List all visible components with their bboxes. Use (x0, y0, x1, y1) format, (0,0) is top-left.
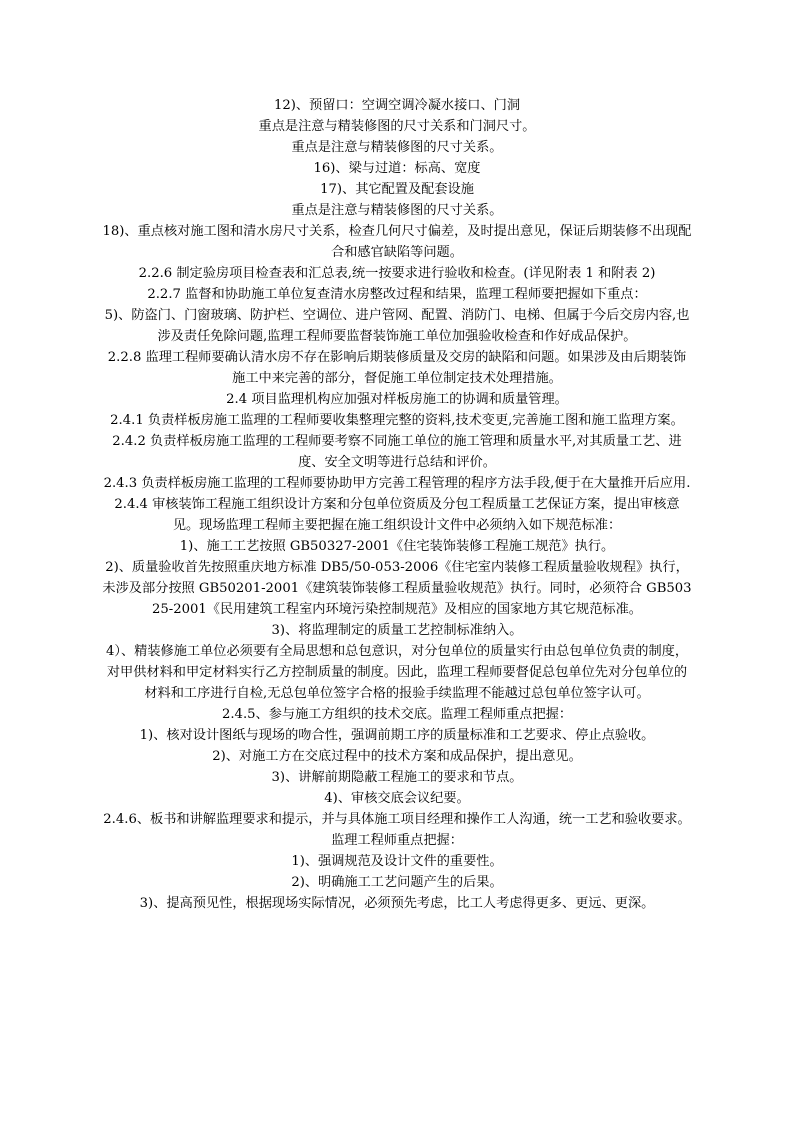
paragraph-briefing-3: 3)、讲解前期隐蔽工程施工的要求和节点。 (271, 770, 523, 785)
paragraph-2-4-5: 2.4.5、参与施工方组织的技术交底。监理工程师重点把握： (221, 707, 573, 722)
paragraph-2-4-4: 2.4.4 审核装饰工程施工组织设计方案和分包单位资质及分包工程质量工艺保证方案，提出审核意见。现场监理工程师主要把握在施工组织设计文件中必须纳入如下规范标准： (114, 497, 680, 533)
paragraph-2-4-3: 2.4.3 负责样板房施工监理的工程师要协助甲方完善工程管理的程序方法手段,便于在大量推开后应用. (103, 476, 691, 491)
paragraph-note-door-opening: 重点是注意与精装修图的尺寸关系和门洞尺寸。 (258, 119, 536, 134)
document-body (102, 95, 692, 914)
paragraph-key-point-1: 1)、强调规范及设计文件的重要性。 (291, 854, 503, 869)
paragraph-briefing-1: 1)、核对设计图纸与现场的吻合性，强调前期工序的质量标准和工艺要求、停止点验收。 (139, 728, 655, 743)
paragraph-12-reserved-openings: 12)、预留口：空调空调冷凝水接口、门洞 (273, 98, 521, 113)
paragraph-standard-3: 3)、将监理制定的质量工艺控制标准纳入。 (271, 623, 523, 638)
paragraph-2-2-8: 2.2.8 监理工程师要确认清水房不存在影响后期装修质量及交房的缺陷和问题。如果涉及由后期装饰施工中来完善的部分，督促施工单位制定技术处理措施。 (107, 350, 687, 386)
paragraph-briefing-4: 4)、审核交底会议纪要。 (324, 791, 470, 806)
paragraph-briefing-2: 2)、对施工方在交底过程中的技术方案和成品保护，提出意见。 (212, 749, 582, 764)
paragraph-standard-4: 4）、精装修施工单位必须要有全局思想和总包意识，对分包单位的质量实行由总包单位负责的制度，对甲供材料和甲定材料实行乙方控制质量的制度。因此，监理工程师要督促总包单位先对分包单位的材料和工序进行自检,无总包单位签字合格的报验手续监理不能越过总包单位签字认可。 (105, 644, 689, 701)
paragraph-16-beams-corridors: 16)、梁与过道：标高、宽度 (313, 161, 481, 176)
paragraph-key-point-3: 3)、提高预见性，根据现场实际情况，必须预先考虑，比工人考虑得更多、更远、更深。 (139, 896, 655, 911)
paragraph-standard-1: 1)、施工工艺按照 GB50327-2001《住宅装饰装修工程施工规范》执行。 (179, 539, 615, 554)
paragraph-note-dimensions-1: 重点是注意与精装修图的尺寸关系。 (291, 140, 503, 155)
paragraph-2-4: 2.4 项目监理机构应加强对样板房施工的协调和质量管理。 (226, 392, 568, 407)
paragraph-2-4-6: 2.4.6、板书和讲解监理要求和提示，并与具体施工项目经理和操作工人沟通，统一工艺和验收要求。监理工程师重点把握： (103, 812, 691, 848)
paragraph-2-2-6: 2.2.6 制定验房项目检查表和汇总表,统一按要求进行验收和检查。(详见附表 1 和附表 2) (138, 266, 656, 281)
paragraph-5-security-doors: 5)、防盗门、门窗玻璃、防护栏、空调位、进户管网、配置、消防门、电梯、但属于今后交房内容,也涉及责任免除问题,监理工程师要监督装饰施工单位加强验收检查和作好成品保护。 (104, 308, 690, 344)
paragraph-2-2-7: 2.2.7 监督和协助施工单位复查清水房整改过程和结果，监理工程师要把握如下重点： (147, 287, 647, 302)
paragraph-key-point-2: 2)、明确施工工艺问题产生的后果。 (291, 875, 503, 890)
paragraph-17-other-facilities: 17)、其它配置及配套设施 (320, 182, 474, 197)
paragraph-18-check-drawings: 18)、重点核对施工图和清水房尺寸关系，检查几何尺寸偏差，及时提出意见，保证后期装修不出现配合和感官缺陷等问题。 (102, 224, 692, 260)
paragraph-standard-2: 2)、质量验收首先按照重庆地方标准 DB5/50-053-2006《住宅室内装修工程质量验收规程》执行，未涉及部分按照 GB50201-2001《建筑装饰装修工程质量验收规范》执行。同时，必须符合 GB50325-2001《民用建筑工程室内环境污染控制规范》及相应的国家地方其它规范标准。 (102, 560, 692, 617)
paragraph-2-4-2: 2.4.2 负责样板房施工监理的工程师要考察不同施工单位的施工管理和质量水平,对其质量工艺、进度、安全文明等进行总结和评价。 (112, 434, 682, 470)
paragraph-2-4-1: 2.4.1 负责样板房施工监理的工程师要收集整理完整的资料,技术变更,完善施工图和施工监理方案。 (110, 413, 684, 428)
paragraph-note-dimensions-2: 重点是注意与精装修图的尺寸关系。 (291, 203, 503, 218)
